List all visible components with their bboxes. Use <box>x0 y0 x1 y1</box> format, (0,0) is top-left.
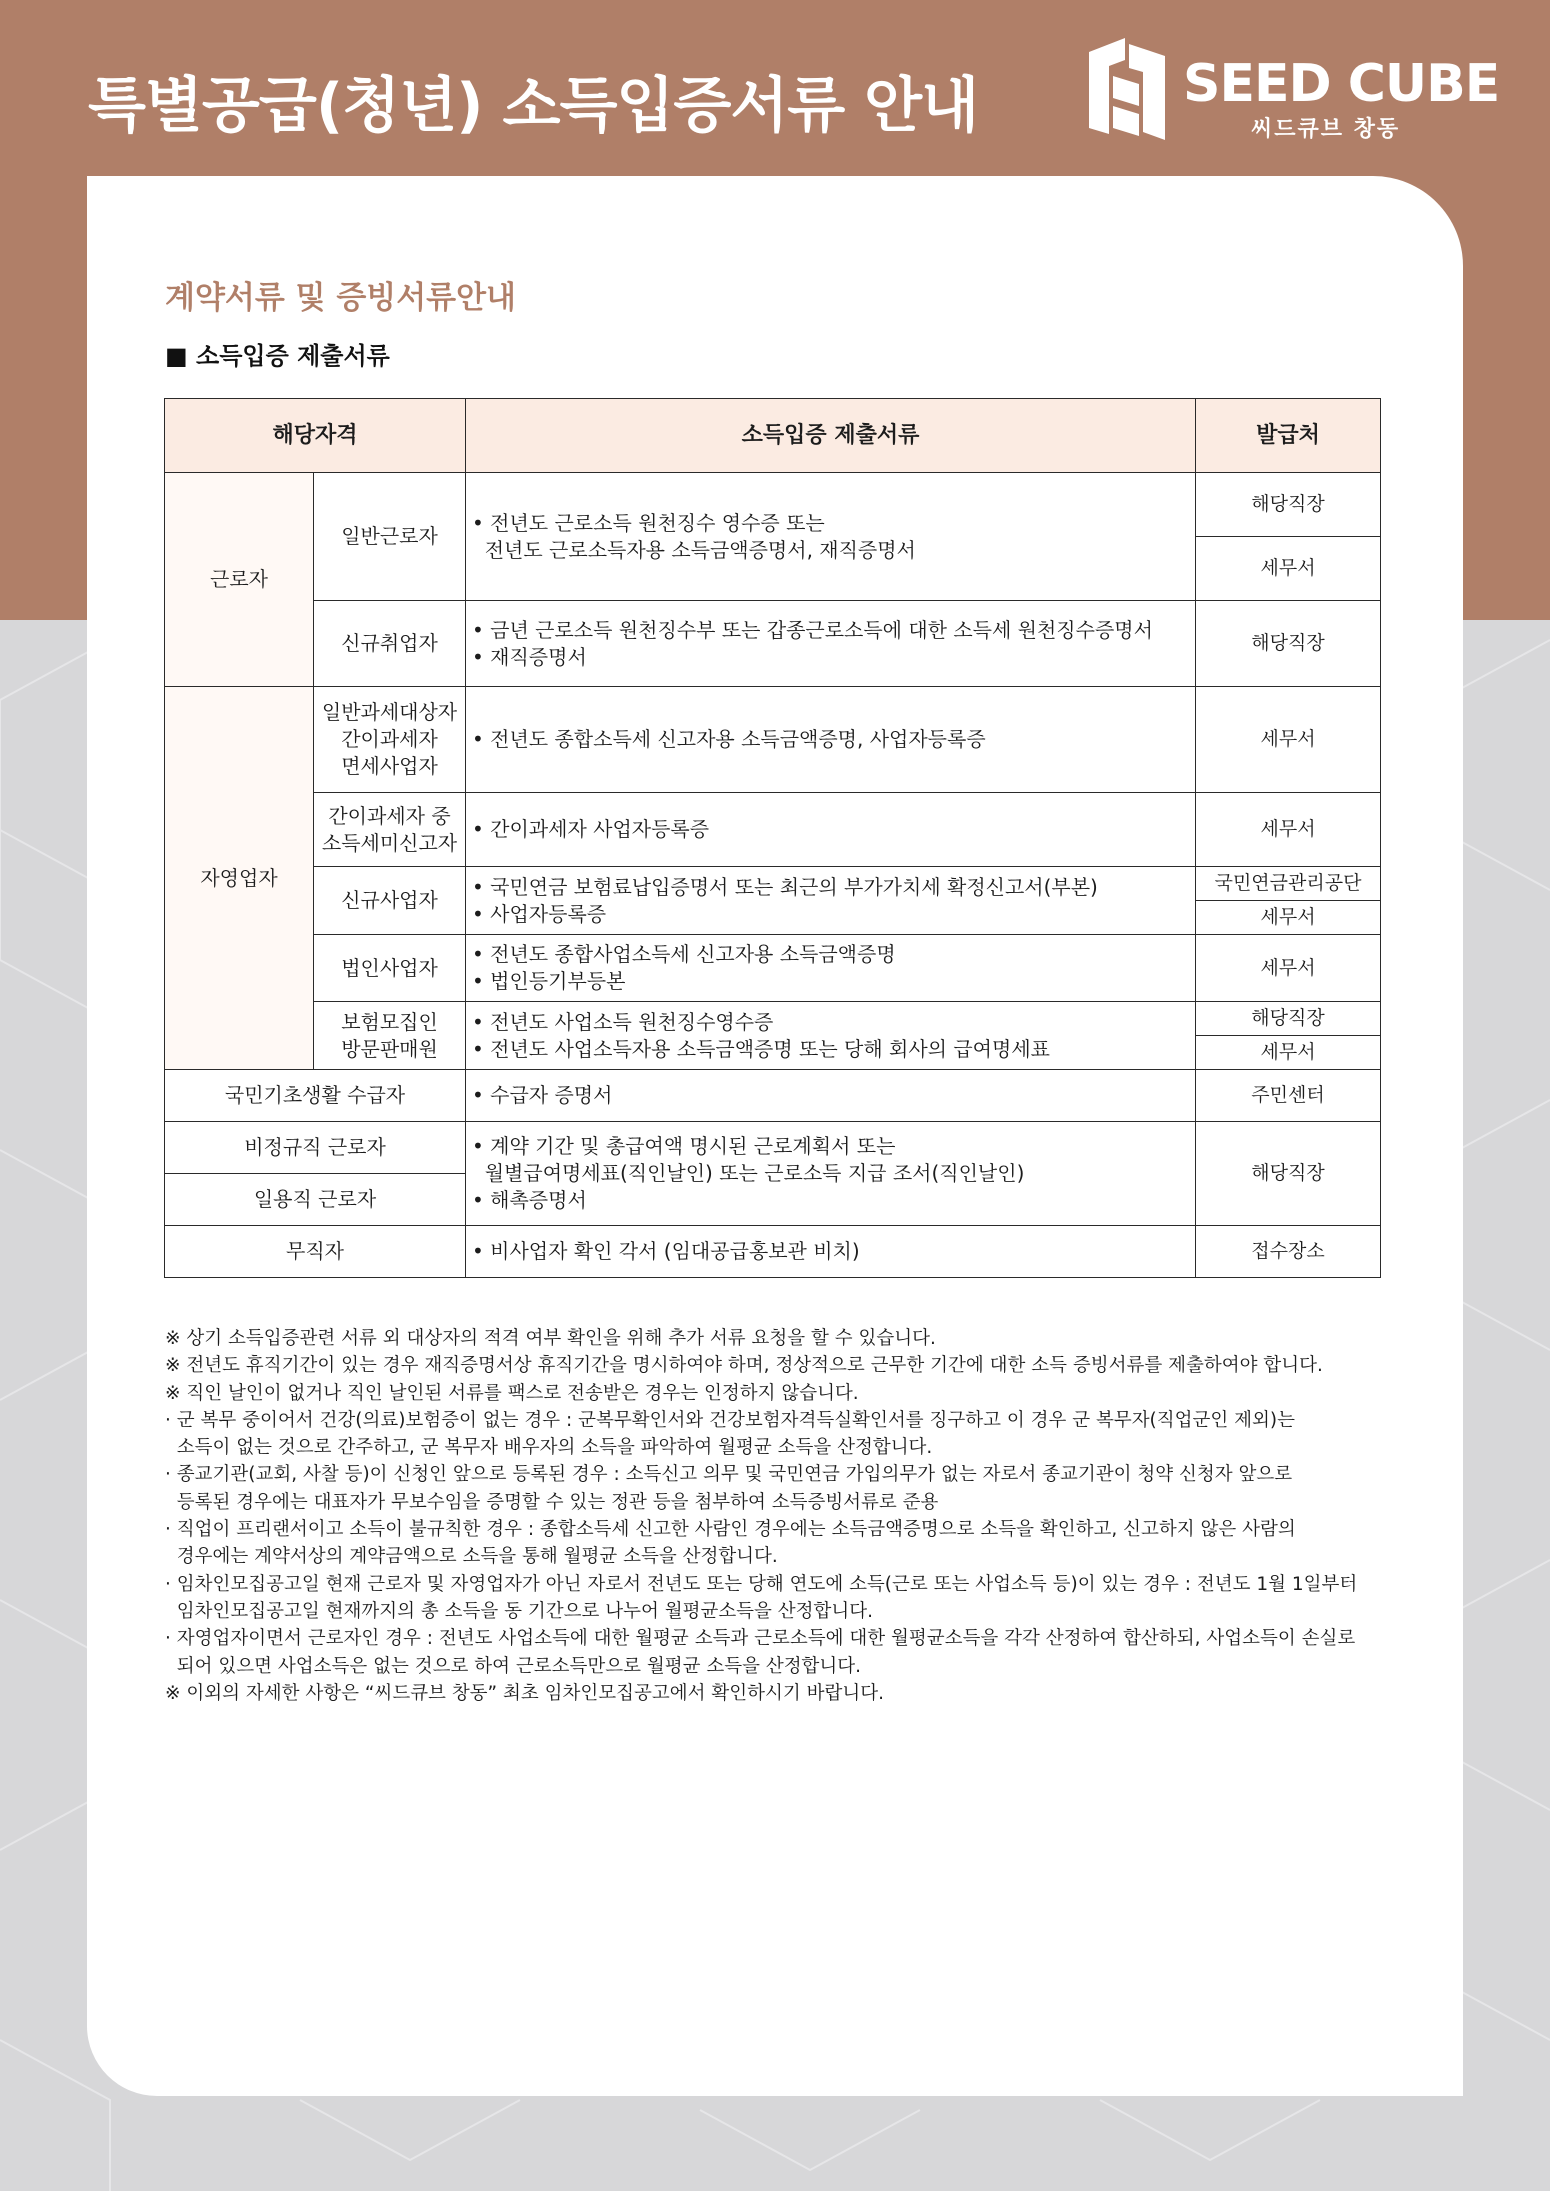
issuer-cell: 세무서 <box>1196 1036 1381 1070</box>
doc-line: • 전년도 사업소득 원천징수영수증 <box>472 1009 774 1034</box>
subcategory-line: 간이과세자 중 <box>328 803 451 828</box>
docs-general-worker <box>466 473 1196 601</box>
subcategory-line: 방문판매원 <box>341 1036 438 1061</box>
subcategory-general-tax <box>314 687 466 793</box>
page-title: 특별공급(청년) 소득입증서류 안내 <box>88 71 979 141</box>
note-line: 임차인모집공고일 현재까지의 총 소득을 동 기간으로 나누어 월평균소득을 산정합니다. <box>165 1600 874 1622</box>
header-issuer: 발급처 <box>1196 399 1381 473</box>
section-title: 계약서류 및 증빙서류안내 <box>165 280 516 316</box>
subcategory-new-business: 신규사업자 <box>314 867 466 935</box>
issuer-cell: 해당직장 <box>1196 601 1381 687</box>
issuer-cell: 접수장소 <box>1196 1226 1381 1278</box>
note-line: · 군 복무 중이어서 건강(의료)보험증이 없는 경우 : 군복무확인서와 건강보험자격득실확인서를 징구하고 이 경우 군 복무자(직업군인 제외)는 <box>165 1409 1295 1431</box>
docs-simplified <box>466 793 1196 867</box>
docs-corporate <box>466 935 1196 1002</box>
brand-logo <box>1085 36 1500 146</box>
doc-line: • 수급자 증명서 <box>472 1083 613 1107</box>
doc-line: • 계약 기간 및 총급여액 명시된 근로계획서 또는 <box>472 1134 896 1158</box>
doc-line: • 간이과세자 사업자등록증 <box>472 817 710 841</box>
doc-line: 전년도 근로소득자용 소득금액증명서, 재직증명서 <box>472 537 916 562</box>
issuer-cell: 세무서 <box>1196 901 1381 935</box>
table-row <box>165 793 1381 867</box>
issuer-cell: 세무서 <box>1196 687 1381 793</box>
docs-new-hire <box>466 601 1196 687</box>
doc-line: • 금년 근로소득 원천징수부 또는 갑종근로소득에 대한 소득세 원천징수증명서 <box>472 617 1153 642</box>
note-line: · 자영업자이면서 근로자인 경우 : 전년도 사업소득에 대한 월평균 소득과 근로소득에 대한 월평균소득을 각각 산정하여 합산하되, 사업소득이 손실로 <box>165 1628 1356 1650</box>
subcategory-line: 일반과세대상자 <box>321 700 458 724</box>
subcategory-line: 간이과세자 <box>341 727 438 751</box>
doc-line: • 해촉증명서 <box>472 1188 587 1212</box>
table-row <box>165 867 1381 901</box>
seed-cube-logo-icon <box>1085 36 1169 144</box>
category-worker: 근로자 <box>165 473 314 687</box>
table-row <box>165 1122 1381 1174</box>
category-self-employed: 자영업자 <box>165 687 314 1070</box>
doc-line: • 전년도 근로소득 원천징수 영수증 또는 <box>472 510 825 535</box>
doc-line: • 전년도 종합소득세 신고자용 소득금액증명, 사업자등록증 <box>472 727 986 751</box>
doc-line: • 전년도 사업소득자용 소득금액증명 또는 당해 회사의 급여명세표 <box>472 1036 1050 1061</box>
header-eligibility: 해당자격 <box>165 399 466 473</box>
issuer-cell: 세무서 <box>1196 935 1381 1002</box>
note-line: ※ 직인 날인이 없거나 직인 날인된 서류를 팩스로 전송받은 경우는 인정하지 않습니다. <box>165 1382 859 1404</box>
logo-subtitle: 씨드큐브 창동 <box>1251 117 1401 142</box>
doc-line: • 전년도 종합사업소득세 신고자용 소득금액증명 <box>472 942 896 966</box>
issuer-cell: 세무서 <box>1196 537 1381 601</box>
note-line: ※ 이외의 자세한 사항은 “씨드큐브 창동” 최초 임차인모집공고에서 확인하시기 바랍니다. <box>165 1682 884 1704</box>
issuer-cell: 주민센터 <box>1196 1070 1381 1122</box>
table-row <box>165 1226 1381 1278</box>
issuer-cell: 해당직장 <box>1196 1002 1381 1036</box>
subcategory-line: 소득세미신고자 <box>321 830 458 855</box>
category-irregular: 비정규직 근로자 <box>165 1122 466 1174</box>
subcategory-line: 면세사업자 <box>341 754 438 778</box>
subsection-title: ■ 소득입증 제출서류 <box>165 342 390 370</box>
doc-line: • 재직증명서 <box>472 644 587 669</box>
docs-unemployed <box>466 1226 1196 1278</box>
table-row <box>165 601 1381 687</box>
docs-insurance <box>466 1002 1196 1070</box>
category-basic-livelihood: 국민기초생활 수급자 <box>165 1070 466 1122</box>
subcategory-line: 보험모집인 <box>341 1009 438 1034</box>
subcategory-corporate: 법인사업자 <box>314 935 466 1002</box>
notes-block <box>165 1325 1395 1707</box>
logo-wordmark: SEED CUBE <box>1183 54 1500 114</box>
issuer-cell: 해당직장 <box>1196 1122 1381 1226</box>
note-line: 소득이 없는 것으로 간주하고, 군 복무자 배우자의 소득을 파악하여 월평균 소득을 산정합니다. <box>165 1437 933 1459</box>
subcategory-general-worker: 일반근로자 <box>314 473 466 601</box>
table-header-row <box>165 399 1381 473</box>
subcategory-insurance <box>314 1002 466 1070</box>
docs-basic-livelihood <box>466 1070 1196 1122</box>
doc-line: • 국민연금 보험료납입증명서 또는 최근의 부가가치세 확정신고서(부본) <box>472 874 1098 899</box>
note-line: · 종교기관(교회, 사찰 등)이 신청인 앞으로 등록된 경우 : 소득신고 의무 및 국민연금 가입의무가 없는 자로서 종교기관이 청약 신청자 앞으로 <box>165 1464 1293 1486</box>
table-row <box>165 687 1381 793</box>
note-line: ※ 상기 소득입증관련 서류 외 대상자의 적격 여부 확인을 위해 추가 서류 요청을 할 수 있습니다. <box>165 1328 936 1349</box>
note-line: · 직업이 프리랜서이고 소득이 불규칙한 경우 : 종합소득세 신고한 사람인 경우에는 소득금액증명으로 소득을 확인하고, 신고하지 않은 사람의 <box>165 1519 1296 1541</box>
issuer-cell: 국민연금관리공단 <box>1196 867 1381 901</box>
note-line: 되어 있으면 사업소득은 없는 것으로 하여 근로소득만으로 월평균 소득을 산정합니다. <box>165 1655 862 1677</box>
subcategory-new-hire: 신규취업자 <box>314 601 466 687</box>
docs-general-tax <box>466 687 1196 793</box>
table-row <box>165 935 1381 1002</box>
category-daily-worker: 일용직 근로자 <box>165 1174 466 1226</box>
table-row <box>165 1070 1381 1122</box>
issuer-cell: 세무서 <box>1196 793 1381 867</box>
note-line: · 임차인모집공고일 현재 근로자 및 자영업자가 아닌 자로서 전년도 또는 당해 연도에 소득(근로 또는 사업소득 등)이 있는 경우 : 전년도 1월 1일부터 <box>165 1573 1358 1595</box>
doc-line: • 법인등기부등본 <box>472 969 626 993</box>
docs-new-business <box>466 867 1196 935</box>
docs-irregular <box>466 1122 1196 1226</box>
note-line: ※ 전년도 휴직기간이 있는 경우 재직증명서상 휴직기간을 명시하여야 하며, 정상적으로 근무한 기간에 대한 소득 증빙서류를 제출하여야 합니다. <box>165 1355 1323 1377</box>
category-unemployed: 무직자 <box>165 1226 466 1278</box>
issuer-cell: 해당직장 <box>1196 473 1381 537</box>
subcategory-simplified <box>314 793 466 867</box>
table-row <box>165 1002 1381 1036</box>
note-line: 등록된 경우에는 대표자가 무보수임을 증명할 수 있는 정관 등을 첨부하여 소득증빙서류로 준용 <box>165 1491 939 1513</box>
doc-line: • 사업자등록증 <box>472 901 607 926</box>
income-documents-table <box>164 398 1381 1278</box>
header-documents: 소득입증 제출서류 <box>466 399 1196 473</box>
doc-line: 월별급여명세표(직인날인) 또는 근로소득 지급 조서(직인날인) <box>472 1161 1025 1185</box>
table-row <box>165 473 1381 537</box>
doc-line: • 비사업자 확인 각서 (임대공급홍보관 비치) <box>472 1239 860 1263</box>
note-line: 경우에는 계약서상의 계약금액으로 소득을 통해 월평균 소득을 산정합니다. <box>165 1546 778 1568</box>
